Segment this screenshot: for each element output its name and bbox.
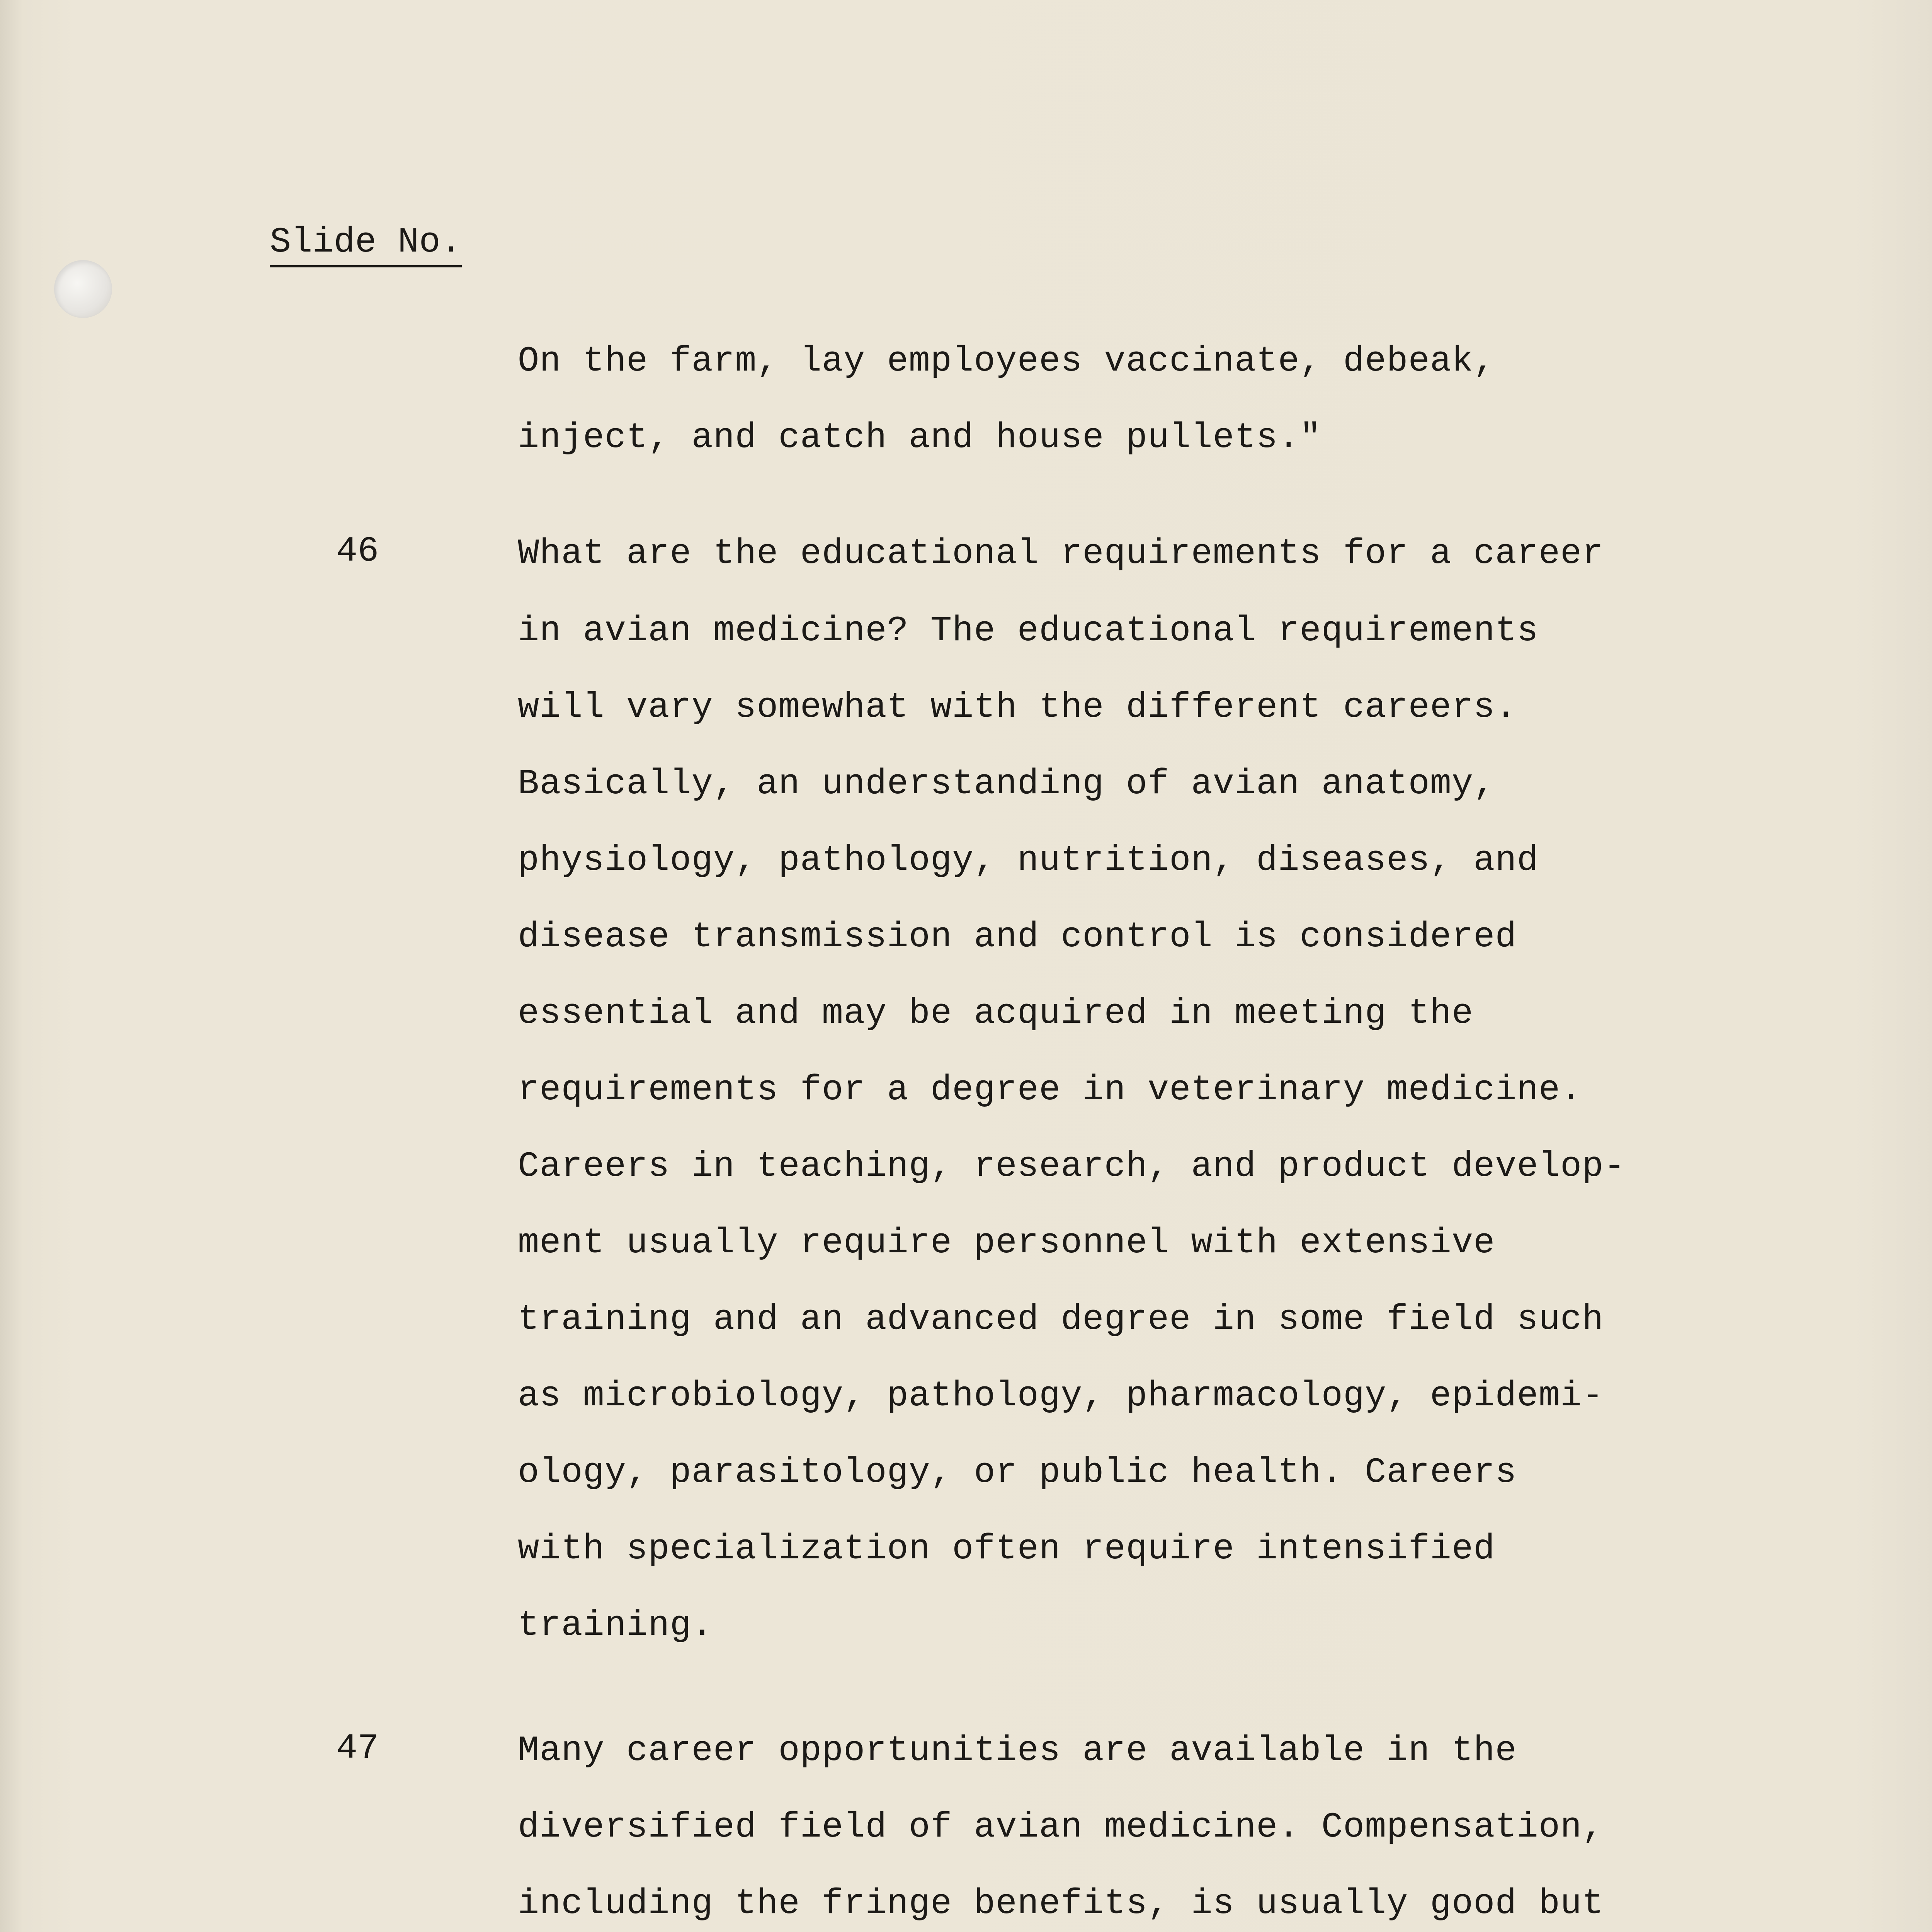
paragraph-46-line: requirements for a degree in veterinary medicine. — [518, 1070, 1582, 1110]
slide-number-header: Slide No. — [270, 221, 462, 267]
paragraph-46-line: disease transmission and control is considered — [518, 917, 1517, 957]
continuation-line: On the farm, lay employees vaccinate, debeak, — [518, 341, 1495, 381]
paragraph-47-line: including the fringe benefits, is usually good but — [518, 1883, 1604, 1924]
paragraph-46-line: essential and may be acquired in meeting the — [518, 993, 1474, 1034]
slide-number-46: 46 — [336, 531, 379, 571]
paragraph-47-line: Many career opportunities are available in the — [518, 1730, 1517, 1771]
punch-hole-top — [54, 260, 112, 318]
paragraph-46-line: ment usually require personnel with extensive — [518, 1223, 1495, 1263]
paragraph-46-line: What are the educational requirements for a career — [518, 533, 1604, 574]
paragraph-46-line: training. — [518, 1605, 713, 1646]
paragraph-47-line: diversified field of avian medicine. Compensation, — [518, 1807, 1604, 1847]
paragraph-46-line: training and an advanced degree in some field such — [518, 1299, 1604, 1340]
paragraph-46-line: in avian medicine? The educational requirements — [518, 611, 1539, 651]
paragraph-46-line: Basically, an understanding of avian anatomy, — [518, 764, 1495, 804]
paragraph-46-line: ology, parasitology, or public health. Careers — [518, 1452, 1517, 1493]
paragraph-46-line: with specialization often require intensified — [518, 1529, 1495, 1569]
continuation-line: inject, and catch and house pullets." — [518, 417, 1321, 458]
paragraph-46-line: as microbiology, pathology, pharmacology, epidemi- — [518, 1376, 1604, 1416]
paragraph-46-line: will vary somewhat with the different careers. — [518, 687, 1517, 728]
slide-number-47: 47 — [336, 1728, 379, 1769]
paragraph-46-line: Careers in teaching, research, and product develop- — [518, 1146, 1626, 1187]
paragraph-46-line: physiology, pathology, nutrition, diseases, and — [518, 840, 1539, 881]
